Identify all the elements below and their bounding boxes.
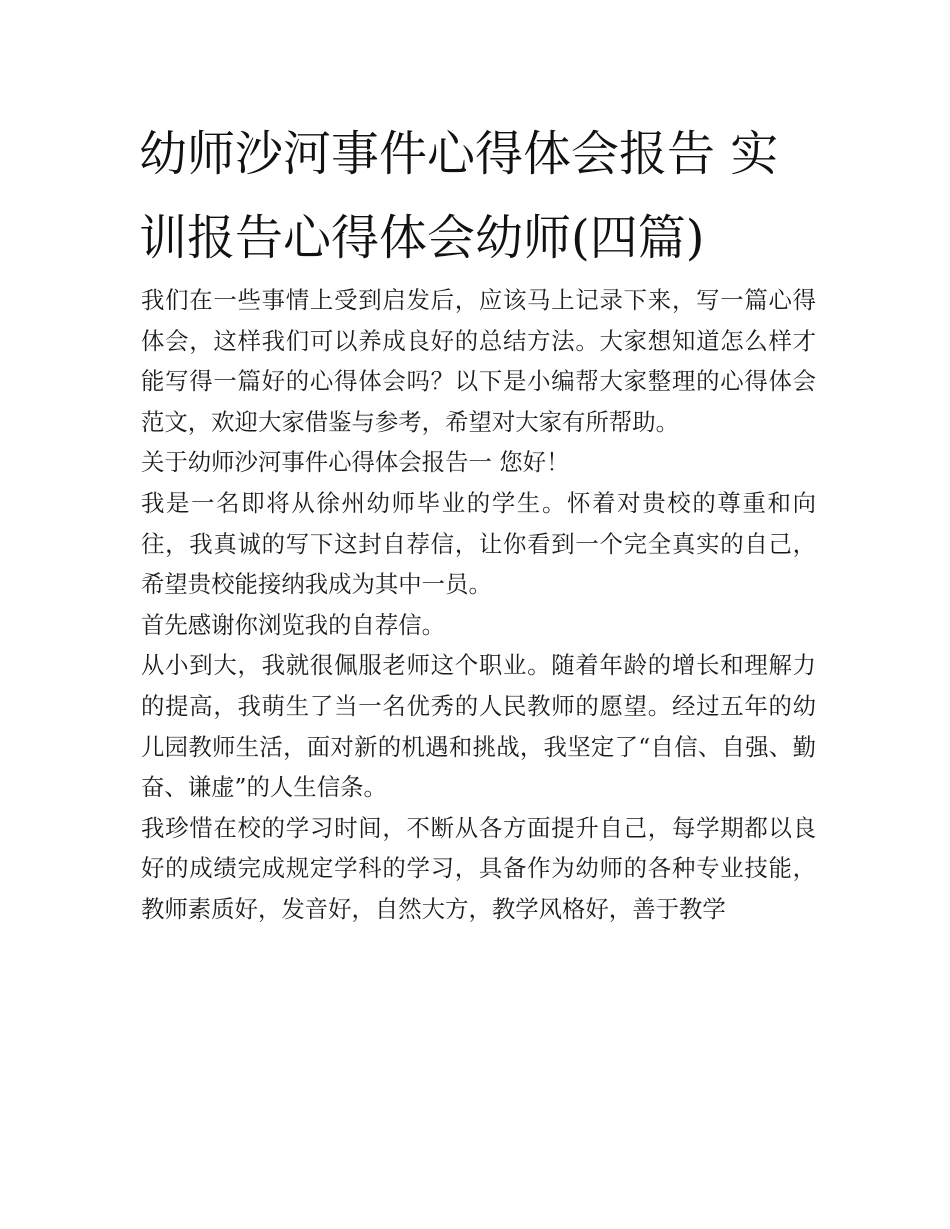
- paragraph-aspiration: 从小到大，我就很佩服老师这个职业。随着年龄的增长和理解力的提高，我萌生了当一名优秀的人民教师的愿望。经过五年的幼儿园教师生活，面对新的机遇和挑战，我坚定了“自信、自强、勤奋、谦虚”的人生信条。: [141, 651, 816, 802]
- paragraph-intro: 我们在一些事情上受到启发后，应该马上记录下来，写一篇心得体会，这样我们可以养成良好的总结方法。大家想知道怎么样才能写得一篇好的心得体会吗？以下是小编帮大家整理的心得体会范文，欢迎大家借鉴与参考，希望对大家有所帮助。: [141, 286, 816, 436]
- paragraph-section-heading: 关于幼师沙河事件心得体会报告一 您好！: [141, 448, 570, 477]
- paragraph-self-intro: 我是一名即将从徐州幼师毕业的学生。怀着对贵校的尊重和向往，我真诚的写下这封自荐信，让你看到一个完全真实的自己，希望贵校能接纳我成为其中一员。: [141, 488, 816, 599]
- document-title: 幼师沙河事件心得体会报告 实训报告心得体会幼师(四篇): [139, 126, 779, 266]
- paragraph-study: 我珍惜在校的学习时间，不断从各方面提升自己，每学期都以良好的成绩完成规定学科的学习，具备作为幼师的各种专业技能，教师素质好，发音好，自然大方，教学风格好，善于教学: [141, 813, 816, 923]
- paragraph-thanks: 首先感谢你浏览我的自荐信。: [141, 610, 446, 639]
- document-body: [141, 280, 816, 930]
